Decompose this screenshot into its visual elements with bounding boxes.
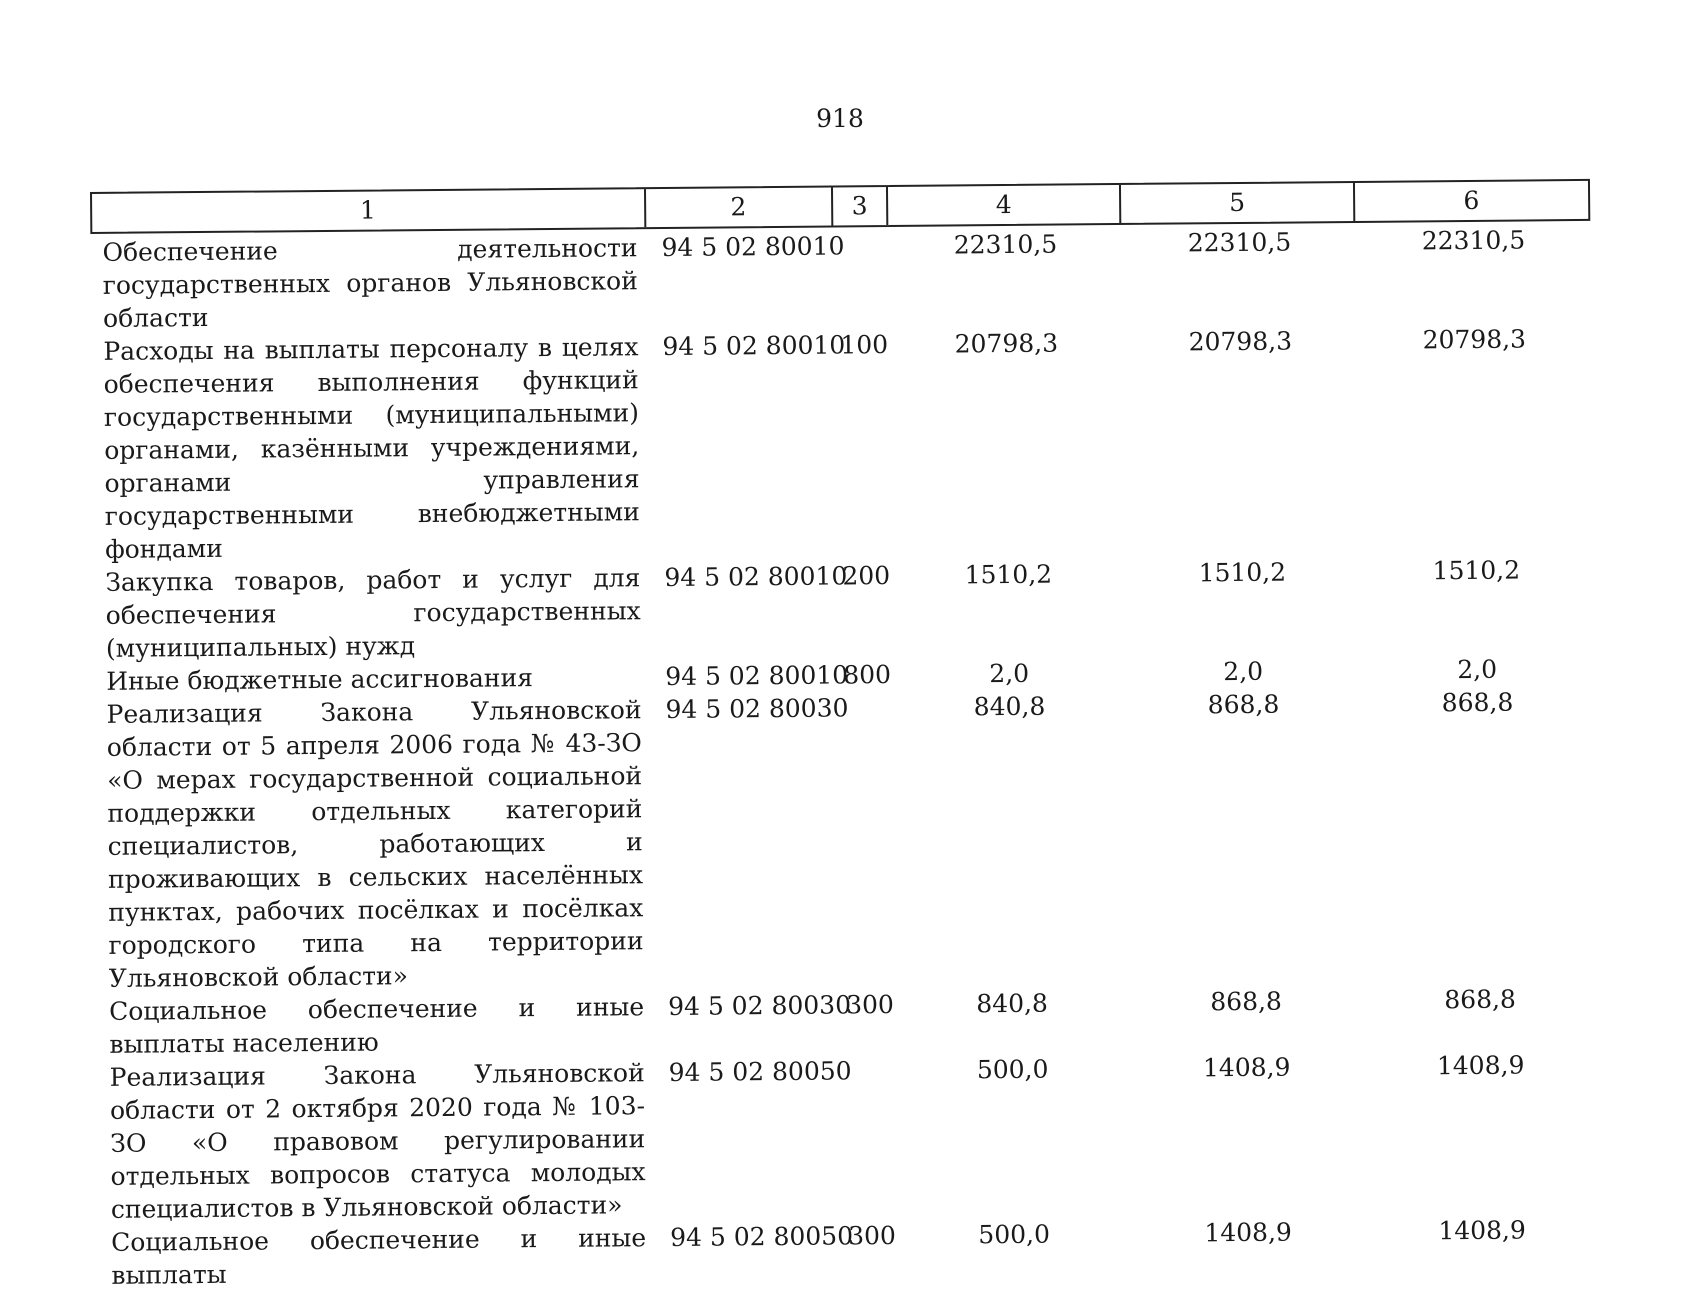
row-value-6: 1408,9 bbox=[1436, 1050, 1525, 1081]
row-value-6: 1510,2 bbox=[1432, 555, 1521, 586]
row-value-4: 20798,3 bbox=[954, 328, 1059, 359]
row-value-5: 2,0 bbox=[1223, 656, 1264, 687]
row-type: 300 bbox=[845, 990, 894, 1020]
table-row bbox=[99, 1213, 1600, 1292]
row-type: 300 bbox=[848, 1221, 896, 1251]
row-code: 94 5 02 80030 bbox=[668, 990, 852, 1021]
row-value-4: 500,0 bbox=[978, 1219, 1051, 1250]
row-name: Иные бюджетные ассигнования bbox=[106, 663, 534, 696]
row-value-5: 868,8 bbox=[1207, 689, 1280, 720]
row-value-5: 1510,2 bbox=[1198, 557, 1287, 588]
row-type: 800 bbox=[843, 660, 892, 690]
row-name: Расходы на выплаты персоналу в целях обеспечения выполнения функций государственными (муниципальными) органами, казёнными учреждениями, органами управления государственными внебюджетными фондами bbox=[103, 332, 640, 564]
header-col-2: 2 bbox=[646, 188, 834, 228]
table-row bbox=[93, 553, 1594, 665]
row-value-6: 1408,9 bbox=[1438, 1215, 1526, 1246]
row-value-6: 2,0 bbox=[1457, 654, 1498, 685]
row-value-4: 840,8 bbox=[973, 691, 1046, 722]
row-code: 94 5 02 80010 bbox=[665, 660, 849, 691]
row-value-5: 22310,5 bbox=[1187, 227, 1292, 258]
row-name: Закупка товаров, работ и услуг для обеспечения государственных (муниципальных) нужд bbox=[105, 563, 641, 663]
row-code: 94 5 02 80050 bbox=[668, 1056, 852, 1087]
row-code: 94 5 02 80010 bbox=[664, 561, 848, 593]
row-name: Реализация Закона Ульяновской области от 5 апреля 2006 года № 43-ЗО «О мерах государственной социальной поддержки отдельных категорий специалистов, работающих и проживающих в сельских населённых пунктах, рабочих посёлках и посёлках городского типа на территории Ульяновской области» bbox=[106, 695, 644, 993]
row-name: Социальное обеспечение и иные выплаты населению bbox=[109, 992, 645, 1059]
row-value-5: 1408,9 bbox=[1204, 1217, 1292, 1248]
row-code: 94 5 02 80010 bbox=[661, 231, 845, 263]
page-number: 918 bbox=[816, 104, 864, 133]
row-value-6: 868,8 bbox=[1441, 687, 1514, 718]
row-code: 94 5 02 80050 bbox=[670, 1221, 854, 1252]
row-type bbox=[841, 1054, 897, 1219]
table-row bbox=[90, 223, 1591, 335]
header-col-6: 6 bbox=[1463, 185, 1480, 216]
row-name: Реализация Закона Ульяновской области от 2 октября 2020 года № 103-ЗО «О правовом регулировании отдельных вопросов статуса молодых специалистов в Ульяновской области» bbox=[109, 1058, 646, 1224]
row-value-5: 20798,3 bbox=[1188, 326, 1293, 357]
header-col-5: 5 bbox=[1121, 183, 1355, 223]
row-type: 100 bbox=[840, 330, 889, 360]
row-value-6: 868,8 bbox=[1444, 984, 1517, 1015]
table-row bbox=[98, 1048, 1599, 1226]
budget-table bbox=[90, 179, 1600, 1292]
row-value-5: 1408,9 bbox=[1202, 1052, 1291, 1083]
table-row bbox=[91, 322, 1593, 566]
row-code: 94 5 02 80030 bbox=[665, 693, 849, 724]
header-col-1: 1 bbox=[92, 189, 646, 232]
row-code: 94 5 02 80010 bbox=[662, 330, 846, 362]
table-row bbox=[94, 685, 1597, 995]
row-value-4: 1510,2 bbox=[964, 559, 1053, 590]
row-value-6: 22310,5 bbox=[1421, 225, 1526, 256]
row-value-4: 840,8 bbox=[976, 988, 1049, 1019]
row-value-5: 868,8 bbox=[1210, 986, 1283, 1017]
row-value-6: 20798,3 bbox=[1422, 324, 1527, 355]
row-type bbox=[833, 229, 889, 328]
row-name: Обеспечение деятельности государственных органов Ульяновской области bbox=[102, 233, 638, 333]
row-type: 200 bbox=[842, 561, 891, 591]
header-col-3: 3 bbox=[833, 187, 888, 225]
row-type bbox=[837, 691, 895, 988]
table-body bbox=[90, 223, 1599, 1292]
row-value-4: 500,0 bbox=[976, 1054, 1049, 1085]
header-col-4: 4 bbox=[888, 185, 1122, 225]
row-value-4: 22310,5 bbox=[953, 229, 1058, 260]
row-name: Социальное обеспечение и иные выплаты bbox=[111, 1223, 647, 1290]
row-value-4: 2,0 bbox=[989, 658, 1030, 689]
